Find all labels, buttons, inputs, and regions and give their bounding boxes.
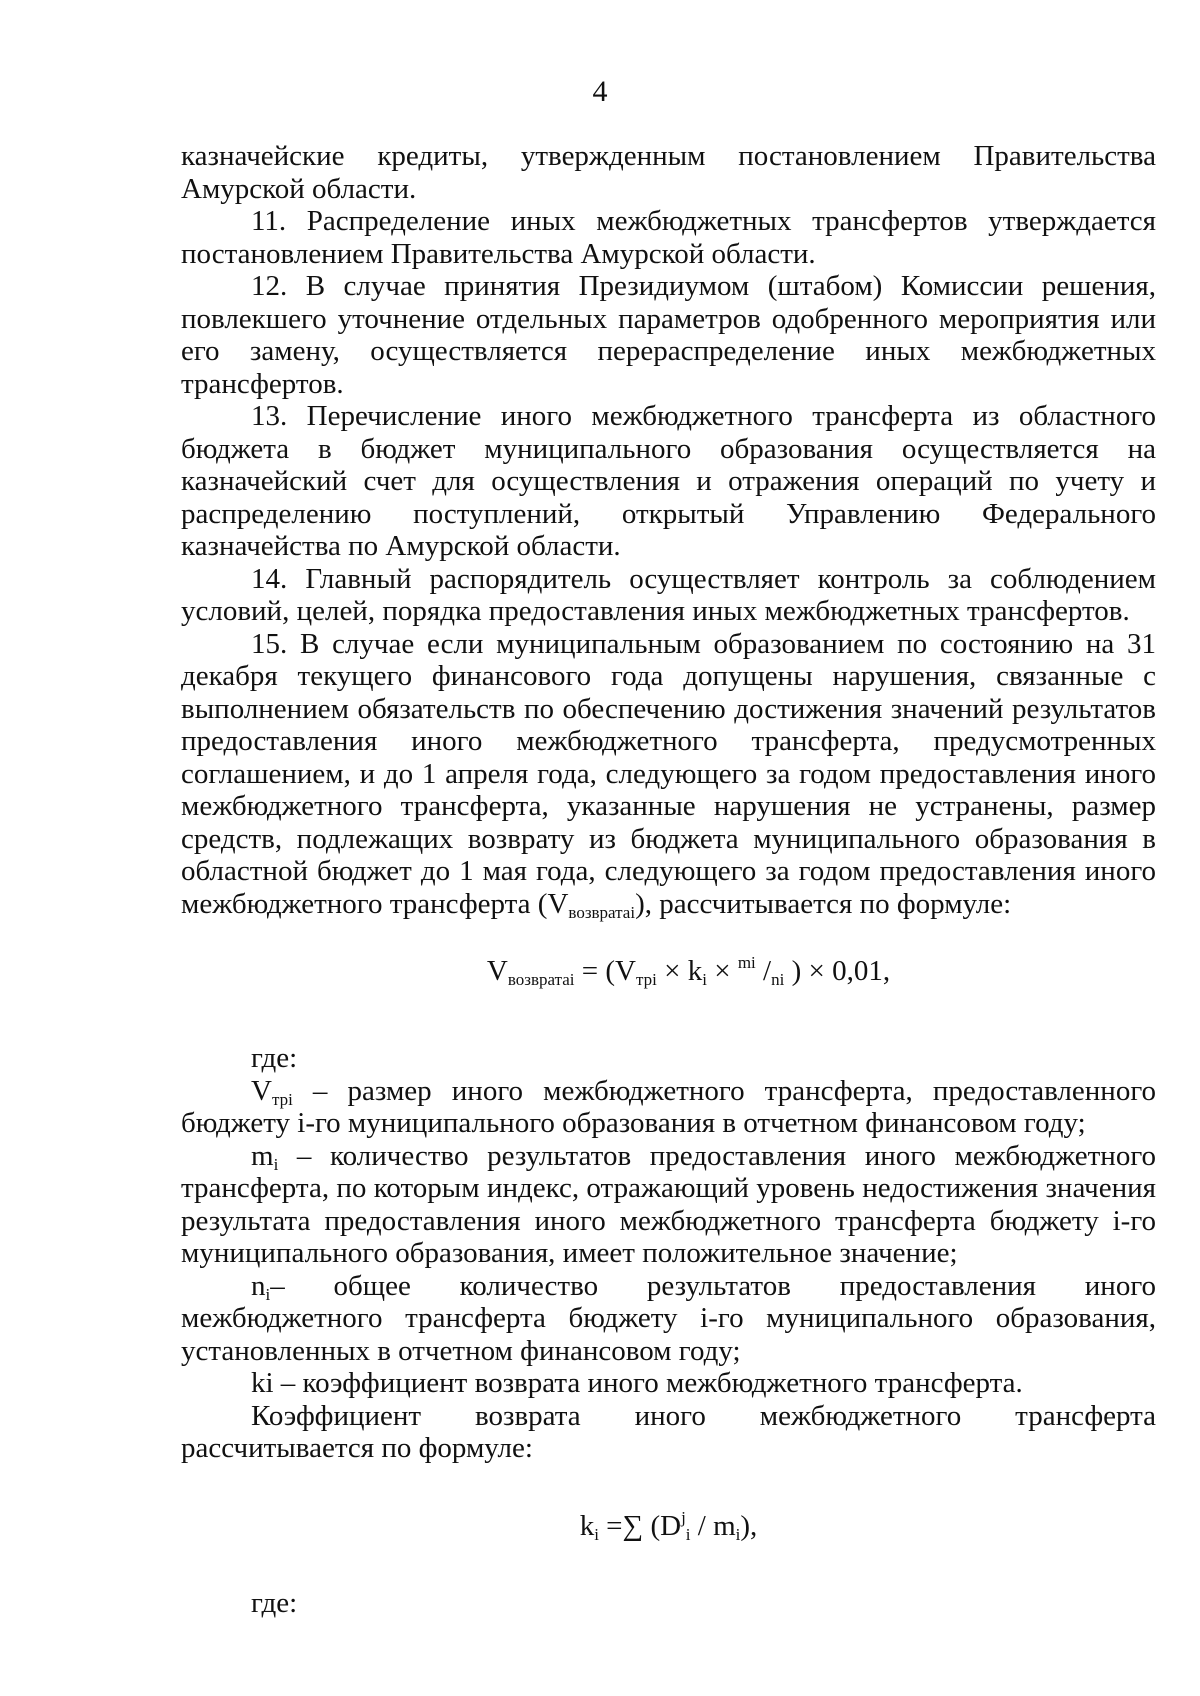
formula2-k: k [579, 1509, 595, 1542]
formula1-v-sub: возвратаi [507, 970, 575, 989]
formula2-k-sub: i [594, 1524, 599, 1544]
formula2-mid: / m [690, 1509, 736, 1542]
definition-m-symbol: m [251, 1139, 274, 1172]
formula2-m-sub: i [735, 1524, 741, 1544]
definition-n [181, 1270, 1156, 1368]
formula1-slash: / [755, 955, 772, 987]
paragraph-15 [181, 628, 1156, 921]
definition-vtr [181, 1075, 1156, 1140]
formula2-tail: ), [740, 1509, 758, 1542]
paragraph-15-text: 15. В случае если муниципальным образованием по состоянию на 31 декабря текущего финансового года допущены нарушения, связанные с выполнением обязательств по обеспечению достижения значений результатов предоставления иного межбюджетного трансферта, предусмотренных соглашением, и до 1 апреля года, следующего за годом предоставления иного межбюджетного трансферта, указанные нарушения не устранены, размер средств, подлежащих возврату из бюджета муниципального образования в областной бюджет до 1 мая года, следующего за годом предоставления иного межбюджетного трансферта (V [181, 627, 1156, 920]
definition-m-sub: i [273, 1154, 279, 1174]
paragraph-12: 12. В случае принятия Президиумом (штабом) Комиссии решения, повлекшего уточнение отдельных параметров одобренного мероприятия или его замену, осуществляется перераспределение иных межбюджетных трансфертов. [181, 270, 1156, 400]
formula1-m-sup: mi [737, 953, 756, 972]
formula2-eq: =∑ (D [598, 1509, 682, 1542]
definition-n-text: – общее количество результатов предоставления иного межбюджетного трансферта бюджету i-го муниципального образования, установленных в отчетном финансовом году; [181, 1269, 1156, 1367]
formula1-mult2: × [706, 955, 738, 987]
formula1-mult-k: × k [656, 955, 703, 987]
formula1-tail: ) × 0,01, [784, 955, 891, 987]
page-number: 4 [592, 75, 608, 108]
paragraph-11: 11. Распределение иных межбюджетных трансфертов утверждается постановлением Правительства Амурской области. [181, 205, 1156, 270]
formula-refund-amount [181, 954, 1156, 988]
definition-k: ki – коэффициент возврата иного межбюджетного трансферта. [251, 1367, 1023, 1399]
definition-vtr-sub: трi [271, 1089, 293, 1109]
paragraph-coefficient: Коэффициент возврата иного межбюджетного трансферта рассчитывается по формуле: [181, 1399, 1156, 1464]
formula1-vtr-sub: трi [636, 970, 657, 989]
formula2-d-sub: i [685, 1524, 691, 1544]
where-label-1: где: [251, 1042, 298, 1074]
document-body [181, 140, 1156, 1619]
formula2-d-sup: j [681, 1507, 686, 1527]
formula-coefficient [181, 1509, 1156, 1543]
paragraph-15-subscript: возвратаi [568, 902, 636, 922]
formula1-eq: = (V [574, 955, 636, 987]
definition-n-symbol: n [251, 1269, 266, 1302]
definition-n-sub: i [265, 1284, 271, 1304]
paragraph-13: 13. Перечисление иного межбюджетного трансферта из областного бюджета в бюджет муниципального образования осуществляется на казначейский счет для осуществления и отражения операций по учету и распределению поступлений, открытый Управлению Федерального казначейства по Амурской области. [181, 400, 1156, 562]
paragraph-10-continuation: казначейские кредиты, утвержденным постановлением Правительства Амурской области. [181, 140, 1156, 205]
definition-m [181, 1140, 1156, 1270]
paragraph-14: 14. Главный распорядитель осуществляет контроль за соблюдением условий, целей, порядка предоставления иных межбюджетных трансфертов. [181, 562, 1156, 627]
formula1-k-sub: i [702, 970, 707, 989]
definition-vtr-symbol: V [251, 1074, 272, 1107]
formula1-v: V [486, 955, 508, 987]
definition-m-text: – количество результатов предоставления иного межбюджетного трансферта, по которым индекс, отражающий уровень недостижения значения результата предоставления иного межбюджетного трансферта бюджету i-го муниципального образования, имеет положительное значение; [181, 1139, 1156, 1269]
formula1-n-sub: ni [771, 970, 785, 989]
paragraph-15-end: ), рассчитывается по формуле: [635, 887, 1012, 920]
where-label-2: где: [251, 1586, 298, 1619]
definition-vtr-text: – размер иного межбюджетного трансферта, предоставленного бюджету i-го муниципального образования в отчетном финансовом году; [181, 1074, 1156, 1139]
